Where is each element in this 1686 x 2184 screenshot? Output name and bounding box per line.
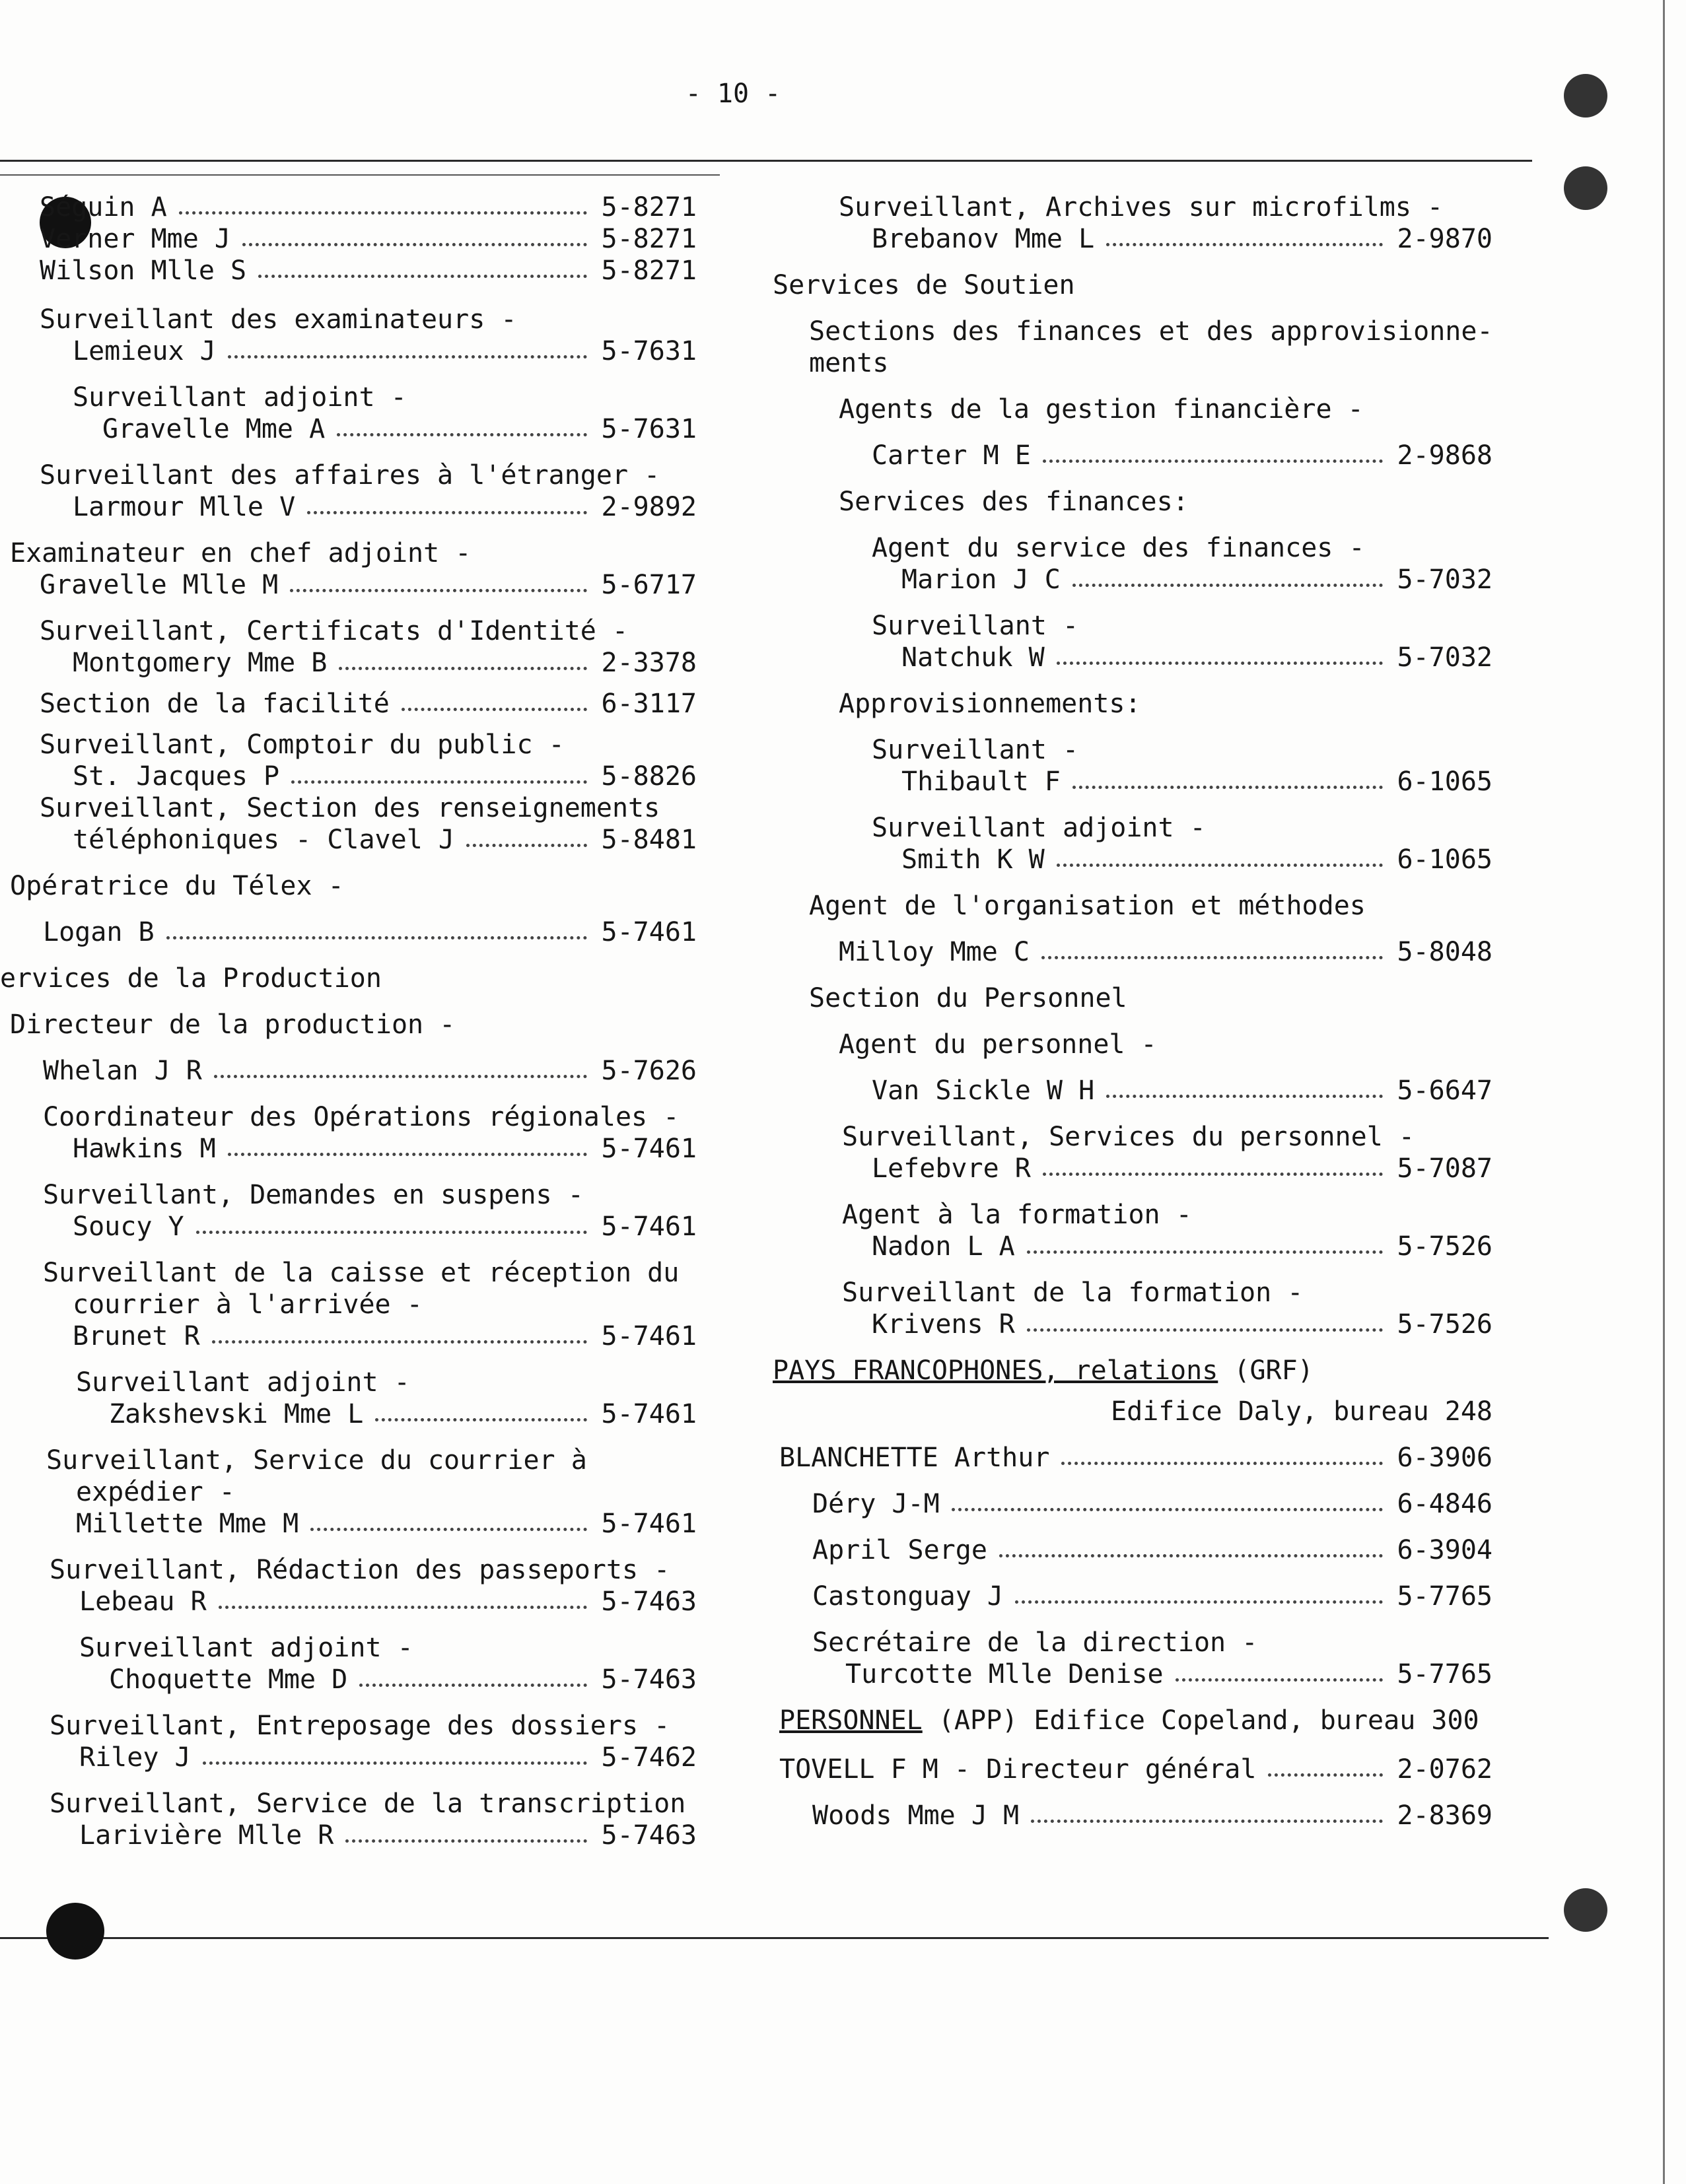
dot-leader	[1072, 786, 1383, 789]
entry-name: Whelan J R	[43, 1056, 202, 1086]
directory-entry	[773, 223, 1493, 255]
entry-name: Millette Mme M	[76, 1509, 299, 1539]
position-title: Surveillant, Rédaction des passeports -	[50, 1555, 670, 1585]
phone-extension: 5-7526	[1397, 1309, 1493, 1340]
directory-entry	[0, 1586, 697, 1618]
punch-mark-1	[1564, 74, 1607, 118]
phone-extension: 6-3904	[1397, 1535, 1493, 1565]
phone-extension: 5-6647	[1397, 1075, 1493, 1106]
position-title: Surveillant adjoint -	[76, 1367, 410, 1398]
dot-leader	[1031, 1820, 1383, 1823]
dot-leader	[1057, 662, 1383, 665]
position-title: Surveillant, Certificats d'Identité -	[40, 616, 629, 646]
dot-leader	[345, 1839, 587, 1843]
heading-segment: (GRF)	[1218, 1355, 1314, 1386]
entry-name: Marion J C	[901, 564, 1061, 595]
heading-segment: PAYS FRANCOPHONES, relations	[773, 1355, 1218, 1386]
page-edge-line	[1663, 0, 1665, 2184]
phone-extension: 5-7461	[601, 1134, 697, 1164]
entry-name: Smith K W	[901, 844, 1045, 875]
position-title: Services des finances:	[839, 487, 1189, 517]
position-title: Agent du personnel -	[839, 1029, 1157, 1060]
dot-leader	[228, 355, 587, 358]
section-heading	[773, 1705, 1493, 1736]
position-title: Agent à la formation -	[842, 1200, 1192, 1230]
directory-entry	[0, 255, 697, 287]
position-title: Surveillant, Section des renseignements	[40, 793, 660, 823]
position-title: Surveillant -	[872, 735, 1079, 765]
entry-name: Logan B	[43, 917, 155, 947]
dot-leader	[290, 589, 587, 592]
entry-name: Zakshevski Mme L	[109, 1399, 364, 1429]
directory-entry	[0, 491, 697, 523]
dot-leader	[1041, 956, 1383, 959]
phone-extension: 5-7526	[1397, 1231, 1493, 1262]
phone-extension: 5-7461	[601, 1211, 697, 1242]
entry-name: April Serge	[812, 1535, 987, 1565]
entry-name: Brebanov Mme L	[872, 224, 1095, 254]
entry-name: Lemieux J	[73, 336, 216, 366]
punch-mark-3	[1564, 1888, 1607, 1932]
dot-leader	[337, 433, 587, 436]
phone-extension: 5-7626	[601, 1056, 697, 1086]
directory-entry	[0, 1508, 697, 1540]
phone-extension: 5-7463	[601, 1820, 697, 1851]
entry-name: Déry J-M	[812, 1489, 940, 1519]
dot-leader	[466, 844, 587, 847]
entry-name: Larivière Mlle R	[79, 1820, 334, 1851]
directory-entry	[0, 647, 697, 679]
position-title: Services de Soutien	[773, 270, 1075, 300]
phone-extension: 5-8048	[1397, 937, 1493, 967]
entry-name: Woods Mme J M	[812, 1800, 1020, 1831]
position-title: Surveillant, Comptoir du public -	[40, 730, 565, 760]
entry-name: Montgomery Mme B	[73, 648, 328, 678]
entry-name: Nadon L A	[872, 1231, 1015, 1262]
phone-extension: 5-8271	[601, 256, 697, 286]
directory-entry	[773, 936, 1493, 968]
dot-leader	[1057, 864, 1383, 867]
position-title: Surveillant de la caisse et réception du	[43, 1258, 680, 1288]
entry-name: Séguin A	[40, 192, 167, 222]
phone-extension: 5-7032	[1397, 564, 1493, 595]
position-title: Surveillant, Archives sur microfilms -	[839, 192, 1444, 222]
phone-extension: 5-8271	[601, 192, 697, 222]
directory-entry	[773, 1658, 1493, 1690]
directory-entry	[0, 1664, 697, 1695]
entry-name: Soucy Y	[73, 1211, 184, 1242]
right-column	[773, 191, 1493, 1831]
directory-entry	[0, 761, 697, 792]
directory-entry	[0, 413, 697, 445]
phone-extension: 2-9868	[1397, 440, 1493, 471]
position-title: Surveillant des examinateurs -	[40, 304, 517, 335]
phone-extension: 5-7461	[601, 1399, 697, 1429]
entry-name: Krivens R	[872, 1309, 1015, 1340]
position-title: Surveillant de la formation -	[842, 1278, 1304, 1308]
dot-leader	[339, 667, 587, 670]
entry-name: St. Jacques P	[73, 761, 280, 792]
phone-extension: 5-8481	[601, 825, 697, 855]
entry-name: Larmour Mlle V	[73, 492, 296, 522]
position-title: Surveillant, Services du personnel -	[842, 1122, 1415, 1152]
entry-name: Thibault F	[901, 767, 1061, 797]
position-title: ervices de la Production	[0, 963, 382, 994]
position-title: Agent de l'organisation et méthodes	[809, 891, 1366, 921]
dot-leader	[258, 275, 587, 278]
phone-extension: 6-3117	[601, 689, 697, 719]
position-title: Surveillant adjoint -	[79, 1633, 413, 1663]
directory-entry	[773, 1231, 1493, 1262]
dot-leader	[1268, 1773, 1383, 1777]
position-title: Surveillant des affaires à l'étranger -	[40, 460, 660, 491]
phone-extension: 6-4846	[1397, 1489, 1493, 1519]
position-title: Directeur de la production -	[10, 1009, 456, 1040]
page-number: - 10 -	[685, 79, 781, 109]
directory-entry	[773, 1153, 1493, 1184]
directory-entry	[0, 1398, 697, 1430]
directory-entry	[0, 1133, 697, 1165]
position-title: Sections des finances et des approvisionne-	[809, 316, 1493, 347]
phone-extension: 2-8369	[1397, 1800, 1493, 1831]
directory-entry	[773, 1754, 1493, 1785]
position-title: Surveillant, Service de la transcription	[50, 1789, 686, 1819]
dot-leader	[1043, 460, 1383, 463]
dot-leader	[1072, 584, 1383, 587]
dot-leader	[1043, 1173, 1383, 1176]
entry-name: Gravelle Mme A	[102, 414, 326, 444]
left-column	[0, 191, 697, 1851]
phone-extension: 2-9892	[601, 492, 697, 522]
dot-leader	[179, 211, 587, 215]
dot-leader	[999, 1554, 1383, 1557]
directory-entry	[773, 1442, 1493, 1474]
phone-extension: 2-0762	[1397, 1754, 1493, 1785]
position-title: Surveillant, Service du courrier à	[46, 1445, 587, 1476]
position-title: Surveillant adjoint -	[872, 813, 1206, 843]
dot-leader	[1027, 1250, 1383, 1254]
dot-leader	[1015, 1600, 1383, 1604]
dot-leader	[1176, 1678, 1383, 1682]
dot-leader	[166, 936, 587, 939]
directory-entry	[773, 844, 1493, 875]
dot-leader	[310, 1528, 587, 1531]
directory-entry	[0, 223, 697, 255]
dot-leader	[402, 708, 587, 711]
position-title: Agents de la gestion financière -	[839, 394, 1364, 425]
entry-name: BLANCHETTE Arthur	[779, 1443, 1050, 1473]
top-rule	[0, 160, 1532, 162]
position-title: courrier à l'arrivée -	[73, 1289, 423, 1320]
heading-segment: (APP) Edifice Copeland, bureau 300	[922, 1705, 1479, 1736]
entry-name: Lefebvre R	[872, 1153, 1031, 1184]
entry-name: Natchuk W	[901, 642, 1045, 673]
dot-leader	[375, 1418, 587, 1421]
address-line: Edifice Daly, bureau 248	[1111, 1396, 1493, 1427]
entry-name: TOVELL F M - Directeur général	[779, 1754, 1257, 1785]
directory-entry	[0, 1820, 697, 1851]
directory-entry	[0, 191, 697, 223]
directory-entry	[0, 335, 697, 367]
position-title: Surveillant -	[872, 611, 1079, 641]
directory-entry	[0, 688, 697, 720]
directory-entry	[773, 1309, 1493, 1340]
phone-extension: 6-1065	[1397, 844, 1493, 875]
dot-leader	[952, 1508, 1383, 1511]
directory-entry	[0, 1055, 697, 1087]
directory-entry	[773, 1488, 1493, 1520]
position-title: Surveillant, Entreposage des dossiers -	[50, 1711, 670, 1741]
entry-name: Castonguay J	[812, 1581, 1003, 1612]
directory-entry	[773, 1534, 1493, 1566]
position-title: expédier -	[76, 1477, 235, 1507]
phone-extension: 5-7461	[601, 1321, 697, 1351]
dot-leader	[212, 1340, 587, 1344]
position-title: ments	[809, 348, 889, 378]
directory-entry	[773, 1075, 1493, 1107]
phone-extension: 5-7463	[601, 1664, 697, 1695]
entry-name: Van Sickle W H	[872, 1075, 1095, 1106]
dot-leader	[196, 1231, 587, 1234]
position-title: Surveillant, Demandes en suspens -	[43, 1180, 584, 1210]
phone-extension: 5-6717	[601, 570, 697, 600]
phone-extension: 2-9870	[1397, 224, 1493, 254]
directory-entry	[773, 564, 1493, 596]
directory-entry	[773, 440, 1493, 471]
phone-extension: 5-7765	[1397, 1659, 1493, 1689]
directory-entry	[773, 766, 1493, 798]
dot-leader	[219, 1606, 587, 1609]
dot-leader	[1061, 1462, 1383, 1465]
dot-leader	[228, 1153, 587, 1156]
dot-leader	[203, 1761, 587, 1765]
phone-extension: 5-7631	[601, 336, 697, 366]
heading-segment: PERSONNEL	[779, 1705, 923, 1736]
phone-extension: 6-1065	[1397, 767, 1493, 797]
position-title: Secrétaire de la direction -	[812, 1627, 1258, 1658]
directory-entry	[0, 569, 697, 601]
punch-mark-2	[1564, 166, 1607, 210]
entry-name: Gravelle Mlle M	[40, 570, 279, 600]
directory-entry	[773, 1800, 1493, 1831]
entry-name: Lebeau R	[79, 1587, 207, 1617]
position-title: Agent du service des finances -	[872, 533, 1365, 563]
top-rule-secondary	[0, 174, 720, 176]
entry-name: Riley J	[79, 1742, 191, 1773]
binder-hole-bottom	[46, 1903, 104, 1960]
entry-name: Wilson Mlle S	[40, 256, 247, 286]
phone-extension: 5-7463	[601, 1587, 697, 1617]
dot-leader	[291, 780, 587, 784]
dot-leader	[214, 1075, 587, 1078]
directory-entry	[0, 824, 697, 856]
section-heading	[773, 1355, 1493, 1386]
dot-leader	[1106, 243, 1383, 246]
position-title: Examinateur en chef adjoint -	[10, 538, 472, 568]
phone-extension: 5-7631	[601, 414, 697, 444]
dot-leader	[1106, 1095, 1383, 1098]
entry-name: Verner Mme J	[40, 224, 230, 254]
dot-leader	[359, 1684, 587, 1687]
bottom-rule	[0, 1937, 1549, 1939]
phone-extension: 5-8826	[601, 761, 697, 792]
directory-entry	[0, 1211, 697, 1243]
directory-entry	[0, 1742, 697, 1773]
phone-extension: 5-7087	[1397, 1153, 1493, 1184]
entry-name: Hawkins M	[73, 1134, 216, 1164]
entry-name: Carter M E	[872, 440, 1031, 471]
directory-entry	[773, 642, 1493, 673]
entry-name: Brunet R	[73, 1321, 200, 1351]
entry-name: téléphoniques - Clavel J	[73, 825, 454, 855]
position-title: Surveillant adjoint -	[73, 382, 407, 413]
phone-extension: 6-3906	[1397, 1443, 1493, 1473]
phone-extension: 5-7032	[1397, 642, 1493, 673]
dot-leader	[307, 511, 587, 514]
phone-extension: 5-7462	[601, 1742, 697, 1773]
position-title: Coordinateur des Opérations régionales -	[43, 1102, 680, 1132]
phone-extension: 2-3378	[601, 648, 697, 678]
phone-extension: 5-7461	[601, 1509, 697, 1539]
phone-extension: 5-7461	[601, 917, 697, 947]
position-title: Opératrice du Télex -	[10, 871, 344, 901]
dot-leader	[1027, 1328, 1383, 1332]
entry-name: Milloy Mme C	[839, 937, 1030, 967]
phone-extension: 5-8271	[601, 224, 697, 254]
directory-entry	[0, 1320, 697, 1352]
position-title: Section du Personnel	[809, 983, 1127, 1013]
entry-name: Choquette Mme D	[109, 1664, 348, 1695]
directory-entry	[773, 1581, 1493, 1612]
dot-leader	[242, 243, 587, 246]
directory-entry	[0, 916, 697, 948]
entry-name: Turcotte Mlle Denise	[845, 1659, 1164, 1689]
entry-name: Section de la facilité	[40, 689, 390, 719]
phone-extension: 5-7765	[1397, 1581, 1493, 1612]
position-title: Approvisionnements:	[839, 689, 1141, 719]
